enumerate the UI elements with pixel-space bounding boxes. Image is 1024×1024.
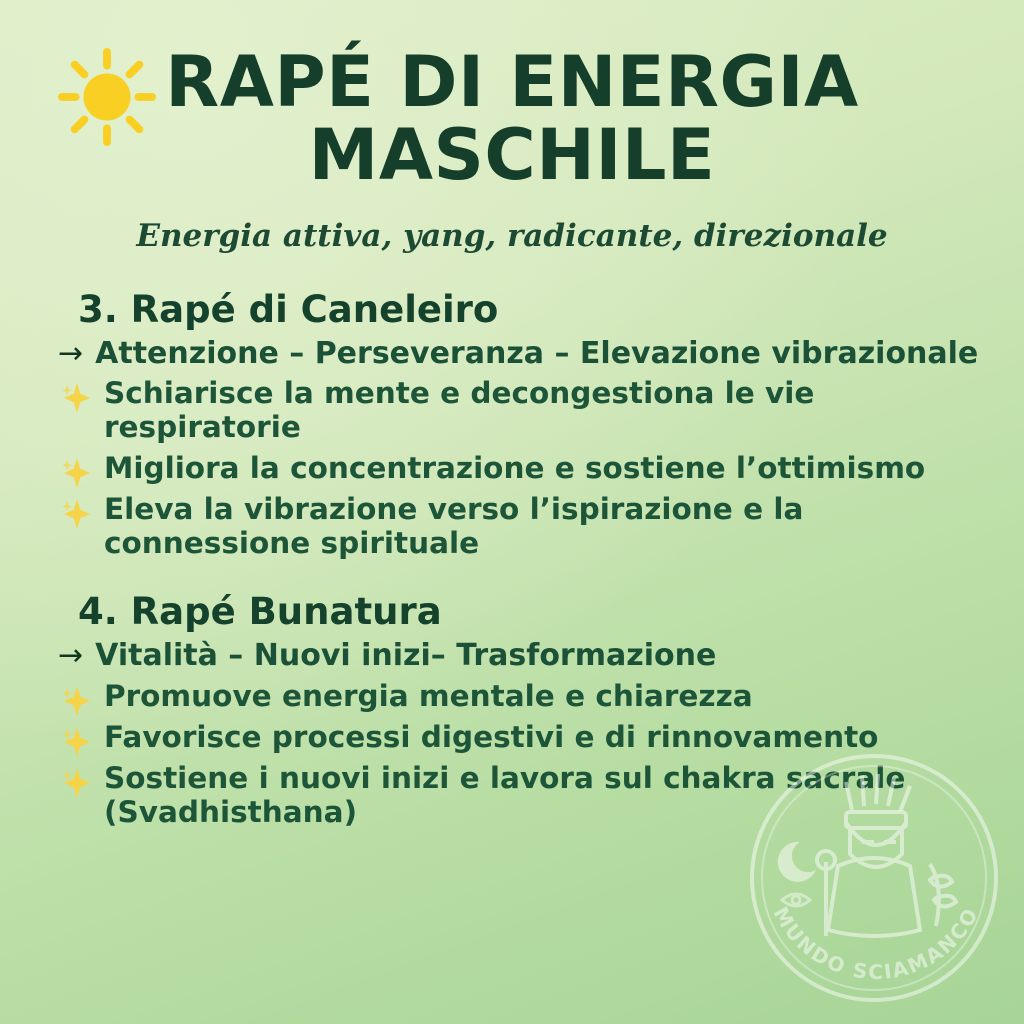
page-title: RAPÉ DI ENERGIA MASCHILE bbox=[165, 41, 859, 196]
bullet-list bbox=[44, 377, 980, 561]
poster-content bbox=[0, 254, 1024, 830]
sparkle-icon bbox=[62, 725, 92, 759]
section-keyline bbox=[44, 337, 980, 371]
bullet-text: Favorisce processi digestivi e di rinnovamento bbox=[104, 719, 879, 754]
section-keyline bbox=[44, 639, 980, 673]
sparkle-icon bbox=[62, 381, 92, 415]
section-bunatura bbox=[44, 590, 980, 829]
arrow-right-icon: → bbox=[58, 335, 84, 371]
sparkle-icon bbox=[62, 766, 92, 800]
poster-header bbox=[0, 0, 1024, 254]
list-item bbox=[44, 493, 980, 561]
bullet-text: Sostiene i nuovi inizi e lavora sul chakra sacrale (Svadhisthana) bbox=[104, 760, 906, 829]
list-item bbox=[44, 680, 980, 714]
list-item bbox=[44, 377, 980, 445]
page-subtitle: Energia attiva, yang, radicante, direzionale bbox=[136, 217, 888, 254]
sparkle-icon bbox=[62, 684, 92, 718]
bullet-text: Promuove energia mentale e chiarezza bbox=[104, 678, 753, 713]
logo-text: MUNDO SCIAMANCO bbox=[768, 902, 984, 984]
svg-text:MUNDO SCIAMANCO bbox=[768, 903, 983, 984]
keyline-text: Attenzione – Perseveranza – Elevazione vibrazionale bbox=[95, 335, 979, 371]
keyline-text: Vitalità – Nuovi inizi– Trasformazione bbox=[95, 638, 717, 674]
sun-icon bbox=[58, 48, 156, 146]
bullet-text: Migliora la concentrazione e sostiene l’ottimismo bbox=[104, 450, 926, 485]
section-title: 4. Rapé Bunatura bbox=[78, 590, 442, 634]
section-title: 3. Rapé di Caneleiro bbox=[78, 287, 499, 331]
sparkle-icon bbox=[62, 456, 92, 490]
bullet-text: Schiarisce la mente e decongestiona le vie respiratorie bbox=[104, 375, 815, 444]
sparkle-icon bbox=[62, 497, 92, 531]
bullet-list bbox=[44, 680, 980, 830]
arrow-right-icon: → bbox=[58, 638, 84, 674]
bullet-text: Eleva la vibrazione verso l’ispirazione e la connessione spirituale bbox=[104, 491, 804, 560]
list-item bbox=[44, 452, 980, 486]
section-caneleiro bbox=[44, 288, 980, 561]
list-item bbox=[44, 721, 980, 755]
list-item bbox=[44, 762, 980, 830]
